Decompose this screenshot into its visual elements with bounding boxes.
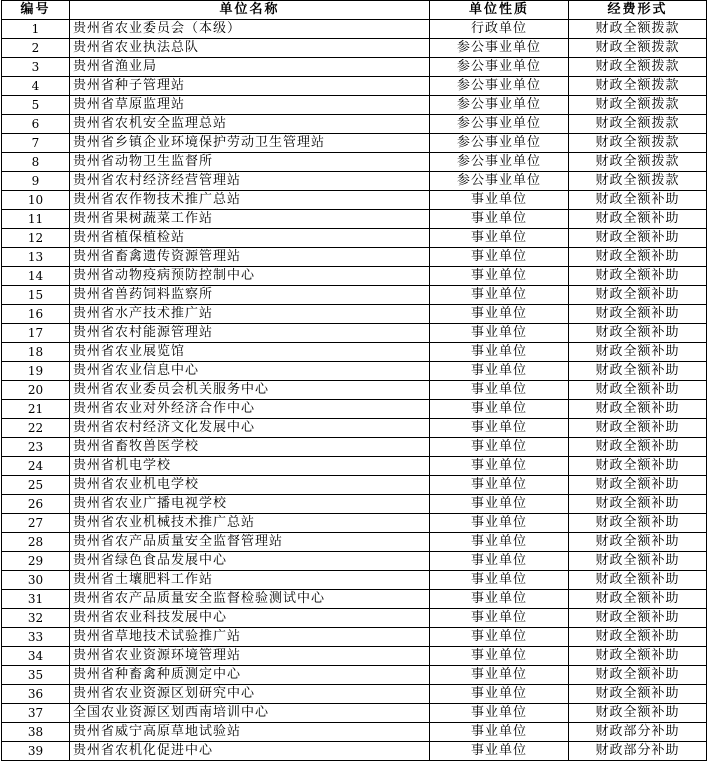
table-row [2, 20, 707, 39]
cell-number: 4 [2, 77, 70, 96]
cell-number: 24 [2, 457, 70, 476]
cell-funding-form: 财政全额补助 [569, 286, 707, 305]
cell-number: 23 [2, 438, 70, 457]
cell-funding-form: 财政全额补助 [569, 362, 707, 381]
table-row [2, 666, 707, 685]
table-row [2, 172, 707, 191]
cell-unit-name: 贵州省农业广播电视学校 [70, 495, 430, 514]
table-row [2, 153, 707, 172]
cell-unit-type: 参公事业单位 [430, 58, 569, 77]
cell-funding-form: 财政全额补助 [569, 400, 707, 419]
cell-unit-type: 事业单位 [430, 590, 569, 609]
cell-unit-name: 贵州省农业科技发展中心 [70, 609, 430, 628]
table-row [2, 305, 707, 324]
cell-funding-form: 财政全额补助 [569, 590, 707, 609]
cell-unit-name: 贵州省农业资源区划研究中心 [70, 685, 430, 704]
cell-number: 5 [2, 96, 70, 115]
cell-unit-type: 事业单位 [430, 647, 569, 666]
table-row [2, 381, 707, 400]
cell-unit-name: 贵州省畜牧兽医学校 [70, 438, 430, 457]
cell-funding-form: 财政全额补助 [569, 305, 707, 324]
cell-number: 21 [2, 400, 70, 419]
cell-funding-form: 财政全额拨款 [569, 134, 707, 153]
cell-number: 12 [2, 229, 70, 248]
cell-funding-form: 财政全额补助 [569, 229, 707, 248]
table-row [2, 39, 707, 58]
cell-number: 9 [2, 172, 70, 191]
cell-unit-name: 贵州省农村经济经营管理站 [70, 172, 430, 191]
table-row [2, 229, 707, 248]
cell-unit-type: 事业单位 [430, 248, 569, 267]
cell-funding-form: 财政全额补助 [569, 210, 707, 229]
cell-unit-name: 贵州省乡镇企业环境保护劳动卫生管理站 [70, 134, 430, 153]
cell-unit-name: 贵州省种子管理站 [70, 77, 430, 96]
cell-number: 16 [2, 305, 70, 324]
cell-unit-type: 事业单位 [430, 495, 569, 514]
cell-number: 26 [2, 495, 70, 514]
cell-funding-form: 财政全额补助 [569, 533, 707, 552]
cell-number: 37 [2, 704, 70, 723]
cell-number: 3 [2, 58, 70, 77]
cell-unit-name: 贵州省绿色食品发展中心 [70, 552, 430, 571]
cell-unit-type: 事业单位 [430, 552, 569, 571]
cell-funding-form: 财政部分补助 [569, 742, 707, 761]
cell-unit-name: 全国农业资源区划西南培训中心 [70, 704, 430, 723]
cell-funding-form: 财政全额补助 [569, 704, 707, 723]
table-row [2, 96, 707, 115]
table-row [2, 457, 707, 476]
cell-unit-name: 贵州省机电学校 [70, 457, 430, 476]
table-row [2, 609, 707, 628]
cell-number: 29 [2, 552, 70, 571]
cell-funding-form: 财政全额补助 [569, 685, 707, 704]
cell-funding-form: 财政全额拨款 [569, 153, 707, 172]
cell-unit-type: 事业单位 [430, 533, 569, 552]
cell-funding-form: 财政全额补助 [569, 647, 707, 666]
cell-unit-type: 事业单位 [430, 685, 569, 704]
cell-unit-name: 贵州省水产技术推广站 [70, 305, 430, 324]
cell-unit-type: 事业单位 [430, 571, 569, 590]
table-row [2, 628, 707, 647]
table-row [2, 343, 707, 362]
cell-unit-name: 贵州省农业资源环境管理站 [70, 647, 430, 666]
cell-funding-form: 财政全额补助 [569, 571, 707, 590]
table-row [2, 742, 707, 761]
header-unit-name: 单位名称 [70, 1, 430, 20]
cell-unit-name: 贵州省农业委员会（本级） [70, 20, 430, 39]
table-row [2, 210, 707, 229]
cell-funding-form: 财政全额补助 [569, 438, 707, 457]
table-row [2, 533, 707, 552]
cell-unit-name: 贵州省威宁高原草地试验站 [70, 723, 430, 742]
units-table [1, 0, 707, 761]
cell-funding-form: 财政全额补助 [569, 666, 707, 685]
table-row [2, 514, 707, 533]
cell-unit-name: 贵州省农作物技术推广总站 [70, 191, 430, 210]
cell-unit-type: 事业单位 [430, 400, 569, 419]
cell-unit-type: 事业单位 [430, 514, 569, 533]
cell-funding-form: 财政全额补助 [569, 419, 707, 438]
cell-funding-form: 财政全额拨款 [569, 96, 707, 115]
cell-unit-name: 贵州省农产品质量安全监督管理站 [70, 533, 430, 552]
cell-funding-form: 财政全额补助 [569, 267, 707, 286]
cell-unit-type: 参公事业单位 [430, 172, 569, 191]
cell-funding-form: 财政全额补助 [569, 476, 707, 495]
cell-unit-name: 贵州省农村能源管理站 [70, 324, 430, 343]
cell-unit-name: 贵州省农村经济文化发展中心 [70, 419, 430, 438]
cell-unit-type: 事业单位 [430, 476, 569, 495]
cell-unit-name: 贵州省农业机电学校 [70, 476, 430, 495]
cell-number: 18 [2, 343, 70, 362]
cell-unit-name: 贵州省兽药饲料监察所 [70, 286, 430, 305]
table-row [2, 590, 707, 609]
cell-number: 39 [2, 742, 70, 761]
cell-unit-name: 贵州省动物疫病预防控制中心 [70, 267, 430, 286]
cell-number: 15 [2, 286, 70, 305]
cell-funding-form: 财政全额拨款 [569, 20, 707, 39]
cell-unit-name: 贵州省农业委员会机关服务中心 [70, 381, 430, 400]
cell-funding-form: 财政全额补助 [569, 343, 707, 362]
cell-unit-type: 事业单位 [430, 457, 569, 476]
cell-number: 36 [2, 685, 70, 704]
cell-unit-type: 事业单位 [430, 210, 569, 229]
cell-unit-type: 事业单位 [430, 381, 569, 400]
cell-number: 13 [2, 248, 70, 267]
table-row [2, 134, 707, 153]
cell-unit-type: 事业单位 [430, 191, 569, 210]
cell-unit-type: 事业单位 [430, 419, 569, 438]
cell-unit-name: 贵州省畜禽遗传资源管理站 [70, 248, 430, 267]
cell-funding-form: 财政全额补助 [569, 324, 707, 343]
cell-number: 10 [2, 191, 70, 210]
table-row [2, 400, 707, 419]
header-row [2, 1, 707, 20]
cell-funding-form: 财政全额补助 [569, 514, 707, 533]
header-funding-form: 经费形式 [569, 1, 707, 20]
table-row [2, 324, 707, 343]
cell-unit-name: 贵州省果树蔬菜工作站 [70, 210, 430, 229]
cell-number: 38 [2, 723, 70, 742]
cell-unit-name: 贵州省土壤肥料工作站 [70, 571, 430, 590]
cell-funding-form: 财政全额拨款 [569, 58, 707, 77]
cell-unit-type: 参公事业单位 [430, 153, 569, 172]
cell-number: 17 [2, 324, 70, 343]
table-row [2, 476, 707, 495]
table-row [2, 58, 707, 77]
cell-unit-name: 贵州省草地技术试验推广站 [70, 628, 430, 647]
cell-funding-form: 财政全额补助 [569, 191, 707, 210]
cell-unit-name: 贵州省草原监理站 [70, 96, 430, 115]
cell-number: 14 [2, 267, 70, 286]
cell-number: 32 [2, 609, 70, 628]
table-row [2, 286, 707, 305]
cell-unit-type: 事业单位 [430, 229, 569, 248]
cell-funding-form: 财政全额拨款 [569, 172, 707, 191]
table-row [2, 191, 707, 210]
cell-unit-name: 贵州省种畜禽种质测定中心 [70, 666, 430, 685]
cell-unit-type: 参公事业单位 [430, 39, 569, 58]
cell-unit-name: 贵州省渔业局 [70, 58, 430, 77]
table-row [2, 723, 707, 742]
cell-number: 31 [2, 590, 70, 609]
table-row [2, 685, 707, 704]
table-row [2, 267, 707, 286]
cell-unit-name: 贵州省农业展览馆 [70, 343, 430, 362]
cell-number: 25 [2, 476, 70, 495]
cell-unit-name: 贵州省农业对外经济合作中心 [70, 400, 430, 419]
cell-funding-form: 财政全额拨款 [569, 115, 707, 134]
cell-funding-form: 财政全额补助 [569, 381, 707, 400]
cell-unit-type: 参公事业单位 [430, 77, 569, 96]
cell-funding-form: 财政全额补助 [569, 552, 707, 571]
table-row [2, 647, 707, 666]
table-row [2, 77, 707, 96]
cell-number: 30 [2, 571, 70, 590]
cell-unit-type: 参公事业单位 [430, 115, 569, 134]
cell-unit-type: 事业单位 [430, 704, 569, 723]
cell-number: 19 [2, 362, 70, 381]
cell-unit-type: 事业单位 [430, 438, 569, 457]
table-row [2, 115, 707, 134]
cell-unit-type: 行政单位 [430, 20, 569, 39]
cell-number: 1 [2, 20, 70, 39]
header-number: 编号 [2, 1, 70, 20]
cell-number: 33 [2, 628, 70, 647]
cell-unit-name: 贵州省农机化促进中心 [70, 742, 430, 761]
cell-unit-type: 事业单位 [430, 343, 569, 362]
cell-unit-name: 贵州省农业执法总队 [70, 39, 430, 58]
table-row [2, 362, 707, 381]
cell-number: 7 [2, 134, 70, 153]
cell-number: 34 [2, 647, 70, 666]
table-body [2, 20, 707, 761]
cell-funding-form: 财政全额拨款 [569, 39, 707, 58]
cell-number: 11 [2, 210, 70, 229]
cell-funding-form: 财政全额补助 [569, 609, 707, 628]
table-row [2, 438, 707, 457]
table-row [2, 552, 707, 571]
cell-number: 2 [2, 39, 70, 58]
header-unit-type: 单位性质 [430, 1, 569, 20]
table-row [2, 419, 707, 438]
cell-unit-type: 事业单位 [430, 609, 569, 628]
table-row [2, 495, 707, 514]
cell-funding-form: 财政全额补助 [569, 628, 707, 647]
cell-unit-type: 事业单位 [430, 286, 569, 305]
cell-number: 27 [2, 514, 70, 533]
cell-funding-form: 财政全额补助 [569, 248, 707, 267]
cell-funding-form: 财政部分补助 [569, 723, 707, 742]
cell-unit-type: 事业单位 [430, 742, 569, 761]
cell-unit-type: 参公事业单位 [430, 96, 569, 115]
cell-number: 20 [2, 381, 70, 400]
cell-number: 6 [2, 115, 70, 134]
cell-unit-type: 事业单位 [430, 362, 569, 381]
cell-unit-name: 贵州省农机安全监理总站 [70, 115, 430, 134]
cell-unit-type: 事业单位 [430, 723, 569, 742]
cell-funding-form: 财政全额补助 [569, 457, 707, 476]
cell-unit-type: 事业单位 [430, 305, 569, 324]
table-row [2, 704, 707, 723]
cell-unit-name: 贵州省动物卫生监督所 [70, 153, 430, 172]
cell-number: 22 [2, 419, 70, 438]
cell-unit-name: 贵州省农产品质量安全监督检验测试中心 [70, 590, 430, 609]
table-row [2, 571, 707, 590]
cell-number: 28 [2, 533, 70, 552]
cell-unit-name: 贵州省植保植检站 [70, 229, 430, 248]
cell-unit-type: 事业单位 [430, 666, 569, 685]
cell-unit-type: 事业单位 [430, 628, 569, 647]
cell-funding-form: 财政全额拨款 [569, 77, 707, 96]
cell-unit-type: 参公事业单位 [430, 134, 569, 153]
cell-unit-name: 贵州省农业机械技术推广总站 [70, 514, 430, 533]
cell-funding-form: 财政全额补助 [569, 495, 707, 514]
table-row [2, 248, 707, 267]
cell-number: 35 [2, 666, 70, 685]
cell-unit-type: 事业单位 [430, 267, 569, 286]
cell-unit-name: 贵州省农业信息中心 [70, 362, 430, 381]
cell-number: 8 [2, 153, 70, 172]
cell-unit-type: 事业单位 [430, 324, 569, 343]
